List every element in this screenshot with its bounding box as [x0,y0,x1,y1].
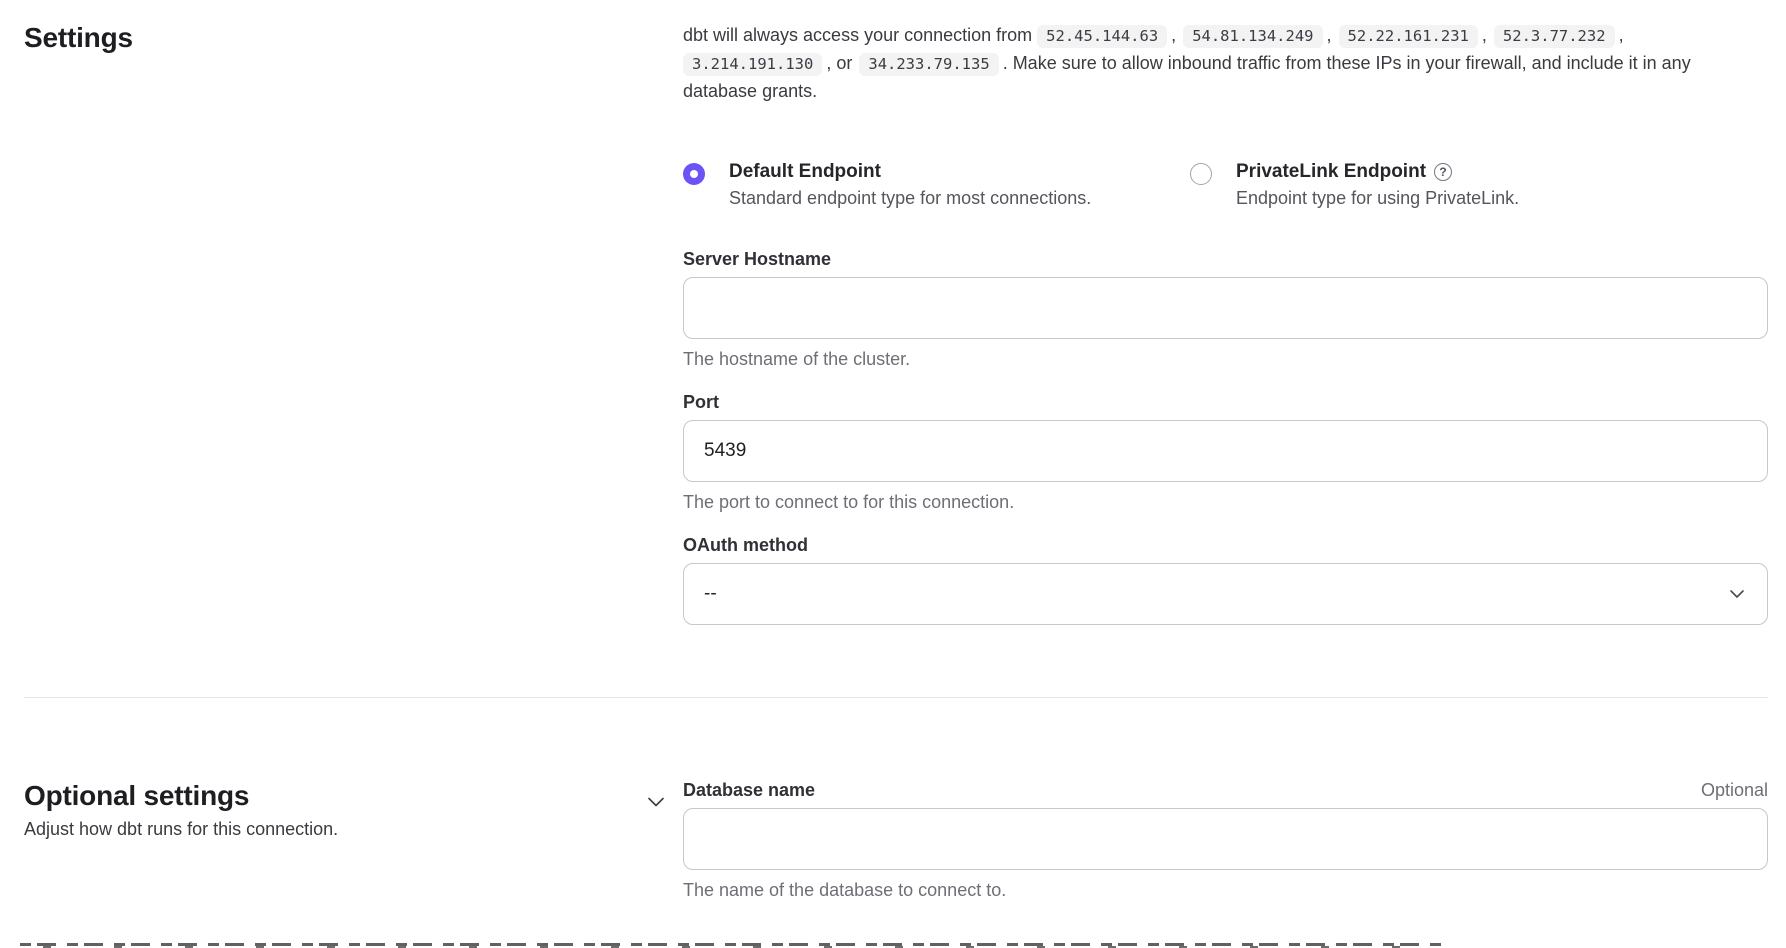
field-label: OAuth method [683,535,808,555]
server-hostname-input[interactable] [683,277,1768,339]
note-separator: , [1326,25,1332,45]
note-separator: , [1171,25,1177,45]
ip-chip: 52.22.161.231 [1339,25,1478,48]
field-label: Port [683,392,719,412]
field-helper: The name of the database to connect to. [683,880,1007,900]
settings-form [683,22,1768,625]
field-port [683,392,1768,513]
radio-option-default-endpoint[interactable] [683,161,1190,209]
clipped-next-row-edge [20,943,1445,948]
database-name-input[interactable] [683,808,1768,870]
note-separator: , [1481,25,1487,45]
field-database-name [683,780,1768,901]
section-subtitle: Adjust how dbt runs for this connection. [24,819,339,839]
ip-chip: 52.45.144.63 [1037,25,1167,48]
radio-option-texts [729,161,1091,209]
endpoint-type-radio-group [683,161,1768,209]
optional-settings-form [683,780,1768,901]
select-value: -- [704,583,717,604]
ip-allowlist-note [683,22,1768,105]
section-title: Optional settings [24,780,250,811]
ip-chip: 52.3.77.232 [1494,25,1615,48]
note-suffix: . Make sure to allow inbound traffic from these IPs in your firewall, and include it in any database grants. [683,53,1691,101]
field-label: Database name [683,780,816,800]
optional-settings-header [24,780,683,840]
radio-selected-icon[interactable] [683,163,705,185]
field-oauth-method [683,535,1768,625]
radio-option-description: Endpoint type for using PrivateLink. [1236,188,1520,208]
ip-chip: 54.81.134.249 [1183,25,1322,48]
field-helper: The hostname of the cluster. [683,349,911,369]
radio-option-label: Default Endpoint [729,161,881,182]
ip-chip: 3.214.191.130 [683,53,822,76]
chevron-down-icon [1729,588,1745,600]
note-prefix: dbt will always access your connection from [683,25,1033,45]
radio-option-privatelink-endpoint[interactable] [1190,161,1768,209]
help-icon[interactable]: ? [1434,163,1452,181]
field-helper: The port to connect to for this connection. [683,492,1015,512]
settings-section [24,22,1768,625]
note-separator: , [1618,25,1624,45]
radio-option-label: PrivateLink Endpoint [1236,161,1427,182]
settings-section-header [24,22,683,54]
note-or: , or [826,53,853,73]
port-input[interactable] [683,420,1768,482]
radio-option-description: Standard endpoint type for most connections. [729,188,1092,208]
field-server-hostname [683,249,1768,370]
radio-option-texts [1236,161,1519,209]
oauth-method-select[interactable] [683,563,1768,625]
page-title: Settings [24,22,133,53]
collapse-chevron-icon[interactable] [647,796,665,808]
field-label: Server Hostname [683,249,832,269]
optional-settings-section [24,698,1768,901]
optional-settings-titles [24,780,338,840]
optional-badge: Optional [1700,780,1768,800]
ip-chip: 34.233.79.135 [859,53,998,76]
radio-unselected-icon[interactable] [1190,163,1212,185]
